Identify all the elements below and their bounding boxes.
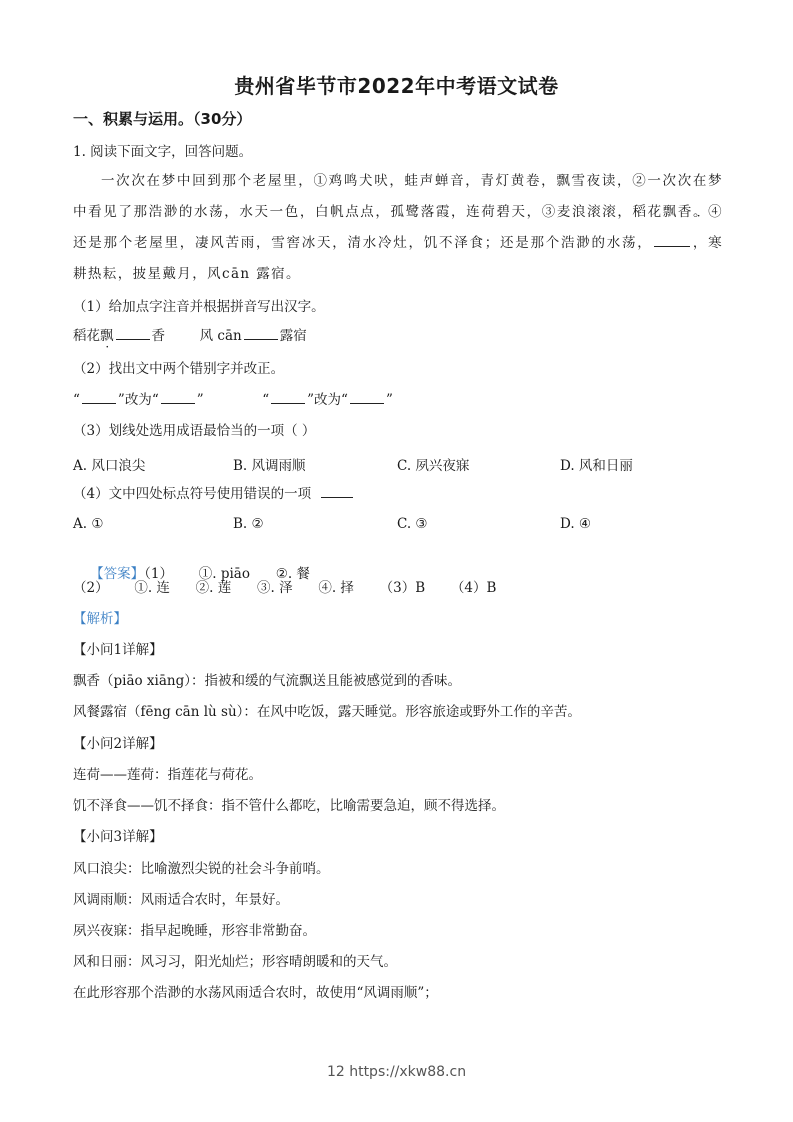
quote-close: ” [307, 392, 315, 408]
q4-blank [321, 485, 353, 498]
quote-open: “ [73, 392, 80, 408]
analysis-text: 风口浪尖：比喻激烈尖锐的社会斗争前哨。 [73, 861, 330, 877]
q1-item2-suffix: 露宿 [279, 328, 307, 344]
q3-option-d: D. 风和日丽 [560, 458, 633, 474]
passage-line-3b: ，寒耕热耘，披星戴月，风 [73, 235, 723, 282]
q4-prompt-row [73, 485, 355, 503]
passage-line-1: 一次次在梦中回到那个老屋里，①鸡鸣犬吠，蛙声蝉音，青灯黄卷，飘雪夜读，②一次次在梦中看见 [73, 173, 723, 220]
answer-line-1: （1） ①. piāo ②. 餐 [144, 566, 310, 582]
analysis-text: 连荷——莲荷：指莲花与荷花。 [73, 767, 262, 783]
analysis-text: 风调雨顺：风雨适合农时，年景好。 [73, 892, 289, 908]
quote-open: “ [262, 392, 270, 408]
q1-item1-prefix: 稻花 [73, 328, 100, 344]
quote-close: ” [196, 392, 204, 408]
change-to-label: 改为 [314, 392, 342, 408]
dotted-character: 飘 · [663, 204, 678, 220]
answer-line-2: （2） ①. 连 ②. 莲 ③. 泽 ④. 择 （3）B （4）B [73, 580, 497, 596]
answer-label: 【答案】 [90, 566, 145, 582]
quote-close: ” [385, 392, 393, 408]
q4-option-c: C. ③ [397, 516, 428, 532]
q2-blank-1 [82, 391, 116, 404]
q3-prompt: （3）划线处选用成语最恰当的一项（ ） [73, 423, 316, 439]
q4-prompt: （4）文中四处标点符号使用错误的一项 [73, 486, 312, 502]
q1-dotted-character: 飘 [100, 328, 114, 344]
q3-option-b: B. 风调雨顺 [233, 458, 306, 474]
quote-close: ” [117, 392, 125, 408]
reading-passage [73, 166, 723, 290]
q2-items [73, 391, 393, 409]
analysis-text: 飘香（piāo xiāng）：指被和缓的气流飘送且能被感觉到的香味。 [73, 673, 461, 689]
analysis-text: 在此形容那个浩渺的水荡风雨适合农时，故使用“风调雨顺”； [73, 985, 438, 1001]
fill-blank [654, 234, 690, 247]
q4-option-a: A. ① [73, 516, 104, 532]
q4-option-b: B. ② [233, 516, 264, 532]
q1-item2-prefix: 风 cān [199, 328, 242, 344]
passage-line-2a: 了那浩渺的水荡，水天一色，白帆点点，孤鹭落霞，连荷碧天，③麦浪滚滚，稻花 [118, 204, 663, 220]
q1-prompt: （1）给加点字注音并根据拼音写出汉字。 [73, 299, 325, 315]
analysis-text: 风餐露宿（fēng cān lù sù）：在风中吃饭，露天睡觉。形容旅途或野外工作的辛苦。 [73, 704, 581, 720]
passage-line-2b: 香。④还是那个老屋 [73, 204, 724, 251]
q2-prompt: （2）找出文中两个错别字并改正。 [73, 361, 285, 377]
analysis-heading-2: 【小问2详解】 [73, 736, 163, 752]
section-heading: 一、积累与运用。（30分） [73, 110, 252, 128]
analysis-heading-3: 【小问3详解】 [73, 829, 163, 845]
analysis-label: 【解析】 [73, 611, 127, 627]
q4-option-d: D. ④ [560, 516, 592, 532]
q2-blank-4 [350, 391, 384, 404]
analysis-text: 风和日丽：风习习，阳光灿烂；形容晴朗暖和的天气。 [73, 954, 397, 970]
analysis-text: 饥不泽食——饥不择食：指不管什么都吃，比喻需要急迫，顾不得选择。 [73, 798, 505, 814]
passage-line-3a: 里，凄风苦雨，雪窖冰天，清水冷灶，饥不泽食；还是那个浩渺的水荡， [164, 235, 653, 251]
q1-item1-suffix: 香 [151, 328, 165, 344]
page-title: 贵州省毕节市2022年中考语文试卷 [234, 74, 559, 98]
analysis-text: 夙兴夜寐：指早起晚睡，形容非常勤奋。 [73, 923, 316, 939]
q1-items [73, 327, 307, 345]
passage-line-4: cān 露宿。 [222, 266, 301, 282]
q1-blank-1 [116, 327, 150, 340]
q2-blank-3 [271, 391, 305, 404]
q2-blank-2 [161, 391, 195, 404]
question-intro: 1. 阅读下面文字，回答问题。 [73, 144, 253, 160]
quote-open: “ [151, 392, 159, 408]
page-footer: 12 https://xkw88.cn [326, 1064, 467, 1080]
analysis-heading-1: 【小问1详解】 [73, 642, 163, 658]
change-to-label: 改为 [124, 392, 152, 408]
q3-option-a: A. 风口浪尖 [73, 458, 146, 474]
q3-option-c: C. 夙兴夜寐 [397, 458, 470, 474]
q1-blank-2 [244, 327, 278, 340]
quote-open: “ [341, 392, 348, 408]
